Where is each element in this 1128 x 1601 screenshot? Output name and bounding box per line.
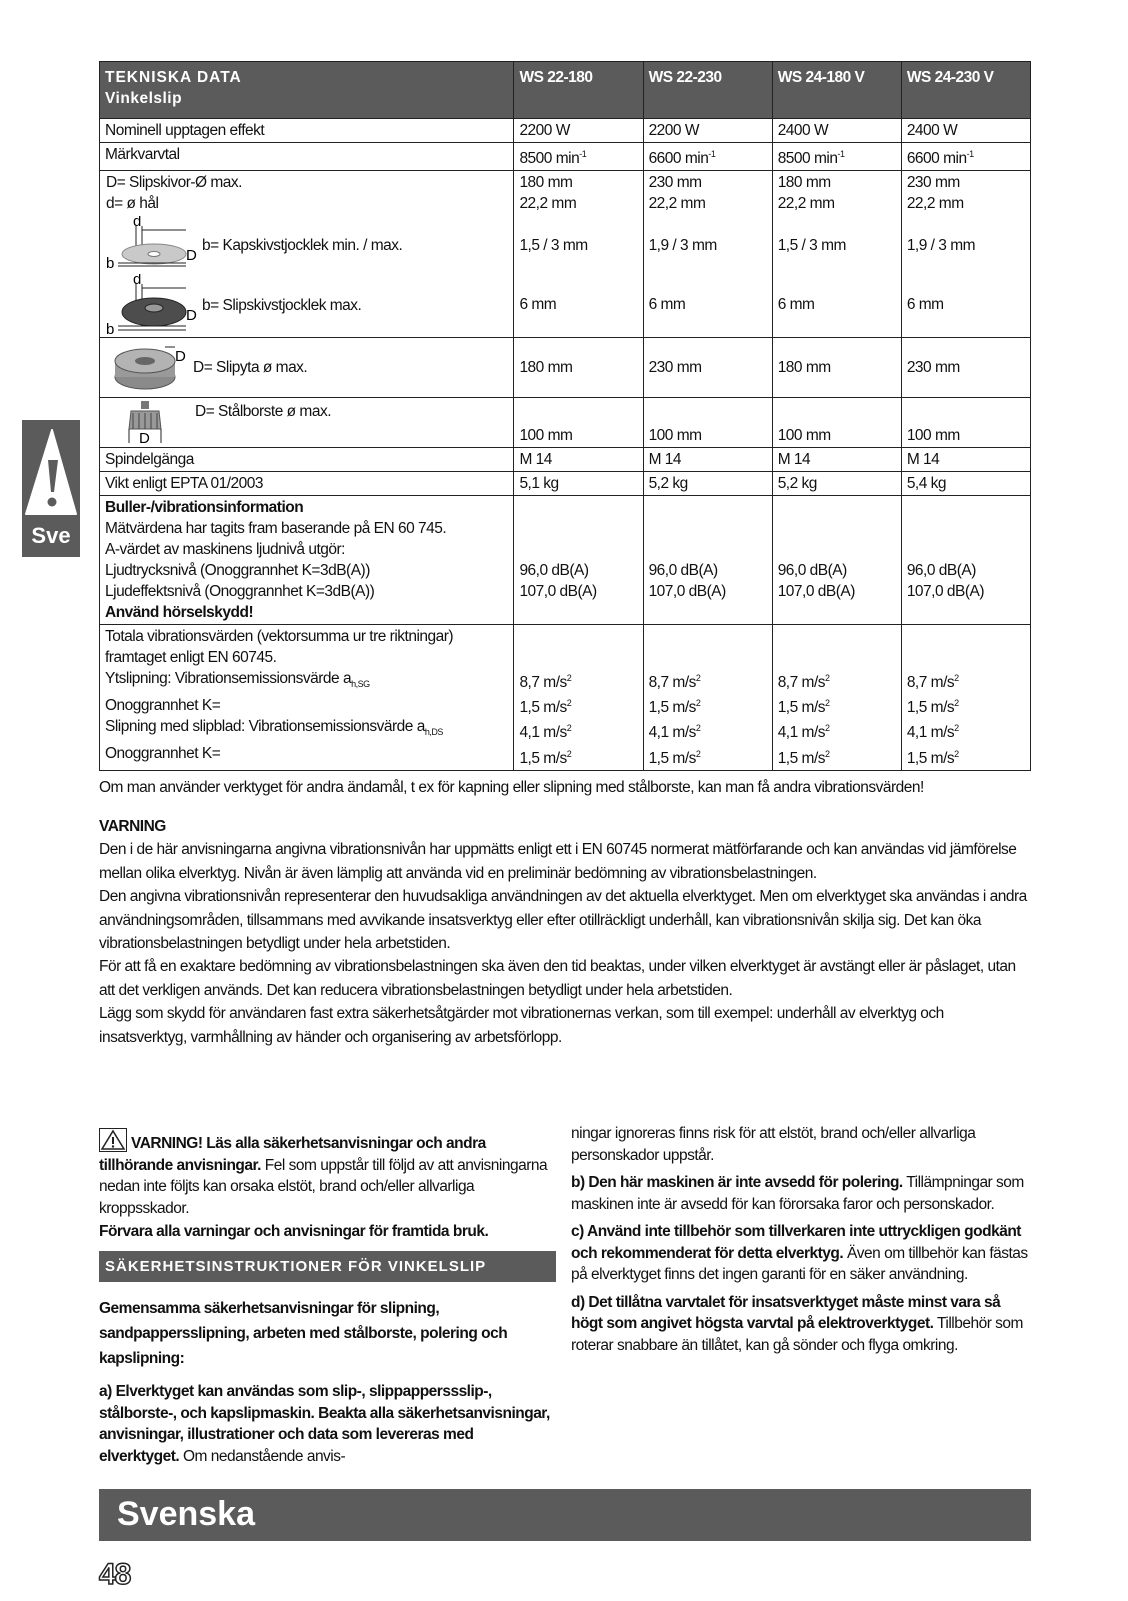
cell: M 14 bbox=[901, 448, 1030, 472]
cell: 180 mm bbox=[514, 338, 643, 398]
cell bbox=[514, 496, 643, 625]
sanding-disc-icon bbox=[105, 341, 193, 395]
diagram-letter: D bbox=[139, 430, 150, 446]
cell-value: 96,0 dB(A) bbox=[777, 562, 847, 580]
instruction-bold: b) Den här maskinen är inte avsedd för polering. bbox=[571, 1174, 903, 1191]
value-text: 4,1 m/s bbox=[648, 724, 696, 742]
cell bbox=[901, 625, 1030, 771]
cell-value: 8500 min bbox=[777, 150, 838, 168]
noise-info-cell bbox=[100, 496, 514, 625]
value-text: 4,1 m/s bbox=[906, 724, 955, 742]
cell-value bbox=[649, 693, 767, 718]
value-text: 1,5 m/s bbox=[906, 699, 955, 717]
cell bbox=[772, 625, 901, 771]
table-row bbox=[100, 398, 1031, 448]
warning-triangle-icon bbox=[99, 1128, 127, 1152]
cell: 180 mm bbox=[772, 338, 901, 398]
unit-sup: 2 bbox=[954, 748, 959, 759]
grinding-disc-icon bbox=[106, 274, 202, 336]
keep-instructions: Förvara alla varningar och anvisningar för framtida bruk. bbox=[99, 1223, 489, 1240]
row-label: Ljudeffektsnivå (Onoggrannhet K=3dB(A)) bbox=[105, 583, 375, 601]
footer-language-bar bbox=[99, 1489, 1031, 1541]
unit-sup: -1 bbox=[579, 149, 587, 159]
cell bbox=[772, 171, 901, 338]
cell bbox=[514, 171, 643, 338]
cell: M 14 bbox=[514, 448, 643, 472]
value-text: 1,5 m/s bbox=[906, 749, 955, 767]
cell-value: 100 mm bbox=[648, 427, 702, 445]
table-row bbox=[100, 496, 1031, 625]
row-label bbox=[105, 716, 508, 743]
diagram-letter: D bbox=[175, 347, 186, 365]
table-row bbox=[100, 448, 1031, 472]
cell-value: 6600 min bbox=[648, 150, 709, 168]
cell-value bbox=[778, 744, 896, 769]
warning-section bbox=[99, 815, 1031, 1049]
cell bbox=[643, 496, 772, 625]
cell-value bbox=[649, 718, 767, 743]
cell-value: 107,0 dB(A) bbox=[519, 583, 597, 601]
table-row bbox=[100, 472, 1031, 496]
cell: 5,2 kg bbox=[643, 472, 772, 496]
general-warning bbox=[99, 1128, 556, 1219]
noise-text: A-värdet av maskinens ljudnivå utgör: bbox=[105, 541, 345, 559]
unit-sup: 2 bbox=[566, 673, 572, 684]
cutoff-disc-icon bbox=[106, 216, 202, 274]
noise-title: Buller-/vibrationsinformation bbox=[105, 499, 304, 517]
value-text: 1,5 m/s bbox=[648, 749, 696, 767]
table-row bbox=[100, 171, 1031, 338]
value-text: 1,5 m/s bbox=[519, 749, 567, 767]
cell-value: 107,0 dB(A) bbox=[777, 583, 855, 601]
cell-value bbox=[519, 718, 637, 743]
cell-value: 22,2 mm bbox=[519, 195, 577, 213]
cell bbox=[643, 625, 772, 771]
cell-value: 6600 min bbox=[906, 150, 967, 168]
vibration-text: Totala vibrationsvärden (vektorsumma ur tre riktningar) bbox=[105, 628, 454, 646]
cell-value: 22,2 mm bbox=[906, 195, 964, 213]
cell bbox=[901, 496, 1030, 625]
safety-right-column bbox=[571, 1123, 1031, 1362]
row-label: Onoggrannhet K= bbox=[105, 745, 221, 763]
model-header: WS 22-230 bbox=[643, 62, 772, 119]
cell-value: 8500 min bbox=[519, 150, 580, 168]
language-code: Sve bbox=[31, 523, 71, 548]
cell bbox=[772, 398, 901, 448]
table-header-row bbox=[100, 62, 1031, 119]
instruction-b bbox=[571, 1172, 1031, 1215]
instruction-c bbox=[571, 1221, 1031, 1286]
row-label: b= Kapskivstjocklek min. / max. bbox=[202, 236, 403, 254]
cell bbox=[643, 143, 772, 171]
unit-sup: 2 bbox=[695, 698, 701, 709]
cell: 2200 W bbox=[514, 119, 643, 143]
instruction-a bbox=[99, 1381, 556, 1467]
value-text: 8,7 m/s bbox=[648, 674, 696, 692]
unit-sup: 2 bbox=[695, 748, 701, 759]
warning-paragraph: För att få en exaktare bedömning av vibrationsbelastningen ska även den tid beaktas, under vilken elverktyget är avstängt eller är påslaget, utan att det verkligen används. Det kan reducera vibrationsbelastningen betydligt under hela arbetstiden. bbox=[99, 958, 1016, 999]
instruction-d bbox=[571, 1292, 1031, 1357]
value-text: 8,7 m/s bbox=[906, 674, 955, 692]
grinding-disc-row bbox=[106, 274, 508, 336]
cell-value: 1,5 / 3 mm bbox=[777, 237, 846, 255]
cell: 2400 W bbox=[772, 119, 901, 143]
tech-data-table bbox=[99, 61, 1031, 771]
cell-value bbox=[778, 668, 896, 693]
warning-paragraph: Den i de här anvisningarna angivna vibrationsnivån har uppmätts enligt ett i EN 60745 normerat mätförfarande och kan användas vid jämförelse mellan olika elverktyg. Nivån är även lämplig att använda vid en preliminär bedömning av vibrationsbelastningen. bbox=[99, 841, 1017, 882]
cell-value: 1,5 / 3 mm bbox=[519, 237, 588, 255]
unit-sup: -1 bbox=[966, 149, 974, 159]
cell-value: 6 mm bbox=[906, 296, 944, 314]
common-instructions-heading: Gemensamma säkerhetsanvisningar för slipning, sandpappersslipning, arbeten med stålborste, polering och kapslipning: bbox=[99, 1300, 508, 1367]
unit-sup: 2 bbox=[566, 748, 572, 759]
unit-sup: 2 bbox=[825, 698, 830, 709]
model-header: WS 24-180 V bbox=[772, 62, 901, 119]
instruction-text: Om nedanstående anvis- bbox=[179, 1447, 346, 1465]
diagram-letter: b bbox=[106, 255, 114, 273]
diagram-letter: D bbox=[186, 247, 197, 265]
cell-value: 107,0 dB(A) bbox=[648, 583, 726, 601]
instruction-text: Tillbehör som roterar snabbare än tillåtet, kan gå sönder och flyga omkring. bbox=[571, 1315, 1023, 1354]
table-row bbox=[100, 143, 1031, 171]
unit-sup: 2 bbox=[566, 698, 572, 709]
cell-value: 6 mm bbox=[777, 296, 815, 314]
cell: 230 mm bbox=[643, 338, 772, 398]
row-label: D= Slipyta ø max. bbox=[193, 359, 308, 377]
cell-value bbox=[649, 668, 767, 693]
diagram-letter: d bbox=[133, 274, 141, 289]
cell: 230 mm bbox=[901, 338, 1030, 398]
cell bbox=[643, 171, 772, 338]
table-row bbox=[100, 119, 1031, 143]
table-row bbox=[100, 338, 1031, 398]
cell-value: 6 mm bbox=[519, 296, 557, 314]
table-title bbox=[100, 62, 514, 119]
brush-row bbox=[105, 399, 508, 445]
cell: M 14 bbox=[643, 448, 772, 472]
model-header: WS 24-230 V bbox=[901, 62, 1030, 119]
table-title-line1: TEKNISKA DATA bbox=[105, 69, 242, 86]
noise-text: Mätvärdena har tagits fram baserande på EN 60 745. bbox=[105, 520, 447, 538]
cell-value bbox=[649, 744, 767, 769]
cell: 5,1 kg bbox=[514, 472, 643, 496]
cell-value bbox=[778, 718, 896, 743]
unit-sup: 2 bbox=[825, 748, 830, 759]
row-label: D= Stålborste ø max. bbox=[195, 403, 332, 421]
cell-value: 1,9 / 3 mm bbox=[906, 237, 976, 255]
cell bbox=[772, 496, 901, 625]
row-label: Spindelgänga bbox=[100, 448, 514, 472]
cell-value bbox=[778, 693, 896, 718]
cell-value: 100 mm bbox=[519, 427, 573, 445]
value-text: 8,7 m/s bbox=[777, 674, 826, 692]
cell-value: 180 mm bbox=[777, 174, 831, 192]
value-text: 8,7 m/s bbox=[519, 674, 567, 692]
warning-title: VARNING bbox=[99, 818, 166, 835]
cell bbox=[901, 398, 1030, 448]
disc-dimensions-cell bbox=[100, 171, 514, 338]
table-title-line2: Vinkelslip bbox=[105, 90, 183, 107]
cell-value: 96,0 dB(A) bbox=[906, 562, 976, 580]
cell bbox=[514, 398, 643, 448]
sanding-cell bbox=[100, 338, 514, 398]
row-label: Nominell upptagen effekt bbox=[100, 119, 514, 143]
value-text: 1,5 m/s bbox=[519, 699, 567, 717]
instruction-bold: c) Använd inte tillbehör som tillverkaren inte uttryckligen godkänt och rekommenderat för detta elverktyg. bbox=[571, 1223, 1021, 1262]
row-label: D= Slipskivor-Ø max. bbox=[106, 174, 242, 192]
warning-text: Fel som uppstår till följd av att anvisningarna nedan inte följts kan orsaka elstöt, brand och/eller allvarliga kroppsskador. bbox=[99, 1156, 548, 1217]
cell-value bbox=[519, 744, 637, 769]
cell-value bbox=[907, 693, 1025, 718]
row-label: Onoggrannhet K= bbox=[105, 697, 221, 715]
unit-sup: 2 bbox=[825, 723, 830, 734]
vibration-info-cell bbox=[100, 625, 514, 771]
warning-paragraph: Lägg som skydd för användaren fast extra säkerhetsåtgärder mot vibrationernas verkan, som till exempel: underhåll av elverktyg och insatsverktyg, varmhållning av händer och organisering av arbetsförlopp. bbox=[99, 1005, 944, 1046]
cell: 5,4 kg bbox=[901, 472, 1030, 496]
warning-bold-text: VARNING! Läs alla säkerhetsanvisningar och andra tillhörande anvisningar. bbox=[99, 1135, 486, 1174]
instruction-text: Även om tillbehör kan fästas på elverktyget finns det ingen garanti för en säker användning. bbox=[571, 1244, 1028, 1283]
row-label: Ljudtrycksnivå (Onoggrannhet K=3dB(A)) bbox=[105, 562, 370, 580]
value-text: 4,1 m/s bbox=[777, 724, 826, 742]
unit-sup: 2 bbox=[695, 673, 701, 684]
cell-value: 22,2 mm bbox=[777, 195, 835, 213]
diagram-letter: b bbox=[106, 321, 114, 337]
instruction-bold: d) Det tillåtna varvtalet för insatsverktyget måste minst vara så högt som angivet högsta varvtal på elektroverktyget. bbox=[571, 1293, 1001, 1332]
cell-value: 180 mm bbox=[519, 174, 573, 192]
cell bbox=[901, 143, 1030, 171]
row-label: d= ø hål bbox=[106, 195, 159, 213]
diagram-letter: d bbox=[133, 216, 141, 231]
instruction-bold: a) Elverktyget kan användas som slip-, slippapperssslip-, stålborste-, och kapslipmaskin. Beakta alla säkerhetsanvisningar, anvisningar, illustrationer och data som levereras med elverktyget. bbox=[99, 1383, 550, 1465]
cell-value: 107,0 dB(A) bbox=[906, 583, 985, 601]
safety-left-column bbox=[99, 1128, 556, 1473]
cell-value bbox=[907, 668, 1025, 693]
row-label: Märkvarvtal bbox=[100, 143, 514, 171]
value-text: 1,5 m/s bbox=[777, 749, 826, 767]
unit-sup: -1 bbox=[837, 149, 845, 159]
hearing-protection-note: Använd hörselskydd! bbox=[105, 604, 254, 622]
model-header: WS 22-180 bbox=[514, 62, 643, 119]
row-label: Vikt enligt EPTA 01/2003 bbox=[100, 472, 514, 496]
label-sub: h,DS bbox=[424, 727, 443, 738]
cell bbox=[772, 143, 901, 171]
value-text: 4,1 m/s bbox=[519, 724, 567, 742]
cutoff-disc-row bbox=[106, 216, 508, 274]
cell-value bbox=[907, 718, 1025, 743]
brush-cell bbox=[100, 398, 514, 448]
cell-value bbox=[907, 744, 1025, 769]
cell: 5,2 kg bbox=[772, 472, 901, 496]
diagram-letter: D bbox=[186, 307, 197, 325]
value-text: 1,5 m/s bbox=[777, 699, 826, 717]
page-number: 48 bbox=[99, 1558, 131, 1591]
value-text: 1,5 m/s bbox=[648, 699, 696, 717]
cell-value: 230 mm bbox=[906, 174, 960, 192]
instruction-text: Tillämpningar som maskinen inte är avsedd för kan förorsaka faror och personskador. bbox=[571, 1174, 1024, 1213]
unit-sup: 2 bbox=[954, 673, 959, 684]
cell-value: 22,2 mm bbox=[648, 195, 706, 213]
cell: 2200 W bbox=[643, 119, 772, 143]
cell-value: 100 mm bbox=[906, 427, 960, 445]
warning-paragraph: Den angivna vibrationsnivån representerar den huvudsakliga användningen av det aktuella elverktyget. Men om elverktyget ska användas i andra användningsområden, tillsammans med avvikande insatsverktyg eller efter otillräckligt underhåll, kan vibrationsnivån skilja sig. Det kan öka vibrationsbelastningen betydligt under hela arbetstiden. bbox=[99, 888, 1027, 953]
instruction-continuation: ningar ignoreras finns risk för att elstöt, brand och/eller allvarliga personskador uppstår. bbox=[571, 1125, 976, 1164]
unit-sup: 2 bbox=[825, 673, 830, 684]
section-header: SÄKERHETSINSTRUKTIONER FÖR VINKELSLIP bbox=[99, 1251, 556, 1283]
warning-triangle-icon bbox=[22, 424, 80, 524]
label-text: Ytslipning: Vibrationsemissionsvärde a bbox=[105, 670, 352, 688]
label-text: Slipning med slipblad: Vibrationsemissionsvärde a bbox=[105, 718, 425, 736]
cell-value bbox=[519, 693, 637, 718]
cell-value bbox=[519, 668, 637, 693]
cell-value: 6 mm bbox=[648, 296, 686, 314]
table-row bbox=[100, 625, 1031, 771]
cell-value: 96,0 dB(A) bbox=[648, 562, 718, 580]
cell: M 14 bbox=[772, 448, 901, 472]
cell bbox=[901, 171, 1030, 338]
vibration-note: Om man använder verktyget för andra ändamål, t ex för kapning eller slipning med stålborste, kan man få andra vibrationsvärden! bbox=[99, 779, 924, 796]
unit-sup: 2 bbox=[954, 723, 959, 734]
vibration-text: framtaget enligt EN 60745. bbox=[105, 649, 277, 667]
cell bbox=[643, 398, 772, 448]
unit-sup: 2 bbox=[954, 698, 959, 709]
language-side-tab bbox=[22, 420, 80, 557]
unit-sup: 2 bbox=[566, 723, 572, 734]
label-sub: h,SG bbox=[351, 679, 370, 690]
cell-value: 1,9 / 3 mm bbox=[648, 237, 717, 255]
cell bbox=[514, 625, 643, 771]
unit-sup: 2 bbox=[695, 723, 701, 734]
cell bbox=[514, 143, 643, 171]
unit-sup: -1 bbox=[708, 149, 716, 159]
row-label: b= Slipskivstjocklek max. bbox=[202, 296, 362, 314]
wire-brush-icon bbox=[105, 399, 195, 445]
cell-value: 96,0 dB(A) bbox=[519, 562, 589, 580]
cell: 2400 W bbox=[901, 119, 1030, 143]
cell-value: 100 mm bbox=[777, 427, 831, 445]
row-label bbox=[105, 668, 508, 695]
sanding-row bbox=[105, 341, 508, 395]
cell-value: 230 mm bbox=[648, 174, 702, 192]
footer-language: Svenska bbox=[117, 1495, 255, 1533]
